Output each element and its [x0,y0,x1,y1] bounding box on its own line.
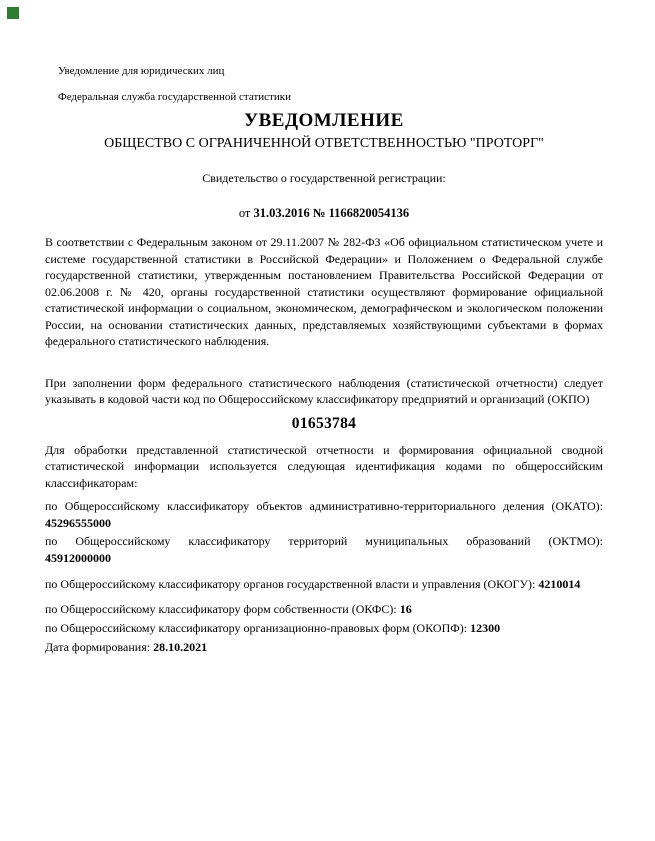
classifier-line-okopf [45,620,603,637]
paragraph-okpo-instruction: При заполнении форм федерального статистического наблюдения (статистической отчетности) следует указывать в кодовой части код по Общероссийскому классификатору предприятий и организаций (ОКПО) [45,375,603,406]
okpo-code: 01653784 [291,414,357,432]
registration-date-line [45,205,603,221]
classifier-okogu-code: 4210014 [538,577,581,591]
formation-date-label: Дата формирования: [45,640,151,654]
registration-value: 31.03.2016 № 1166820054136 [253,206,410,220]
agency-line: Федеральная служба государственной статистики [58,91,291,103]
classifier-okato-label: по Общероссийскому классификатору объектов административно-территориального деления (ОКАТО): [45,499,603,513]
paragraph-classifiers-intro: Для обработки представленной статистической отчетности и формирования официальной сводной статистической информации используется следующая идентификация кодами по общероссийским классификаторам: [45,442,603,490]
classifier-oktmo-code: 45912000000 [45,551,111,565]
classifier-line-okfs [45,601,603,618]
registration-caption: Свидетельство о государственной регистрации: [202,171,446,185]
document-title: УВЕДОМЛЕНИЕ [244,110,404,131]
classifier-okogu-label: по Общероссийскому классификатору органов государственной власти и управления (ОКОГУ): [45,577,536,591]
classifier-oktmo-label: по Общероссийскому классификатору территорий муниципальных образований (ОКТМО): [45,534,603,548]
classifier-okato-code: 45296555000 [45,516,111,530]
classifier-item-okato [45,498,603,532]
registration-prefix: от [238,206,251,220]
organization-name: ОБЩЕСТВО С ОГРАНИЧЕННОЙ ОТВЕТСТВЕННОСТЬЮ "ПРОТОРГ" [104,136,544,151]
classifier-okfs-label: по Общероссийскому классификатору форм собственности (ОКФС): [45,602,397,616]
classifier-okopf-code: 12300 [470,621,501,635]
classifier-okfs-code: 16 [399,602,412,616]
classifier-line-okogu [45,576,603,593]
formation-date-value: 28.10.2021 [153,640,208,654]
notice-type-line: Уведомление для юридических лиц [58,65,225,77]
formation-date-line [45,639,603,656]
corner-marker [7,7,19,19]
classifier-item-oktmo [45,533,603,567]
paragraph-legal-basis: В соответствии с Федеральным законом от 29.11.2007 № 282-ФЗ «Об официальном статистическом учете и системе государственной статистики в Российской Федерации» и Положением о Федеральной службе государственной статистики, утвержденным постановлением Правительства Российской Федерации от 02.06.2008 г. № 420, органы государственной статистики осуществляют формирование официальной статистической информации о социальном, экономическом, демографическом и экологическом положении России, на основании статистических данных, представляемых хозяйствующими субъектами в формах федерального статистического наблюдения. [45,235,603,348]
classifier-okopf-label: по Общероссийскому классификатору организационно-правовых форм (ОКОПФ): [45,621,468,635]
